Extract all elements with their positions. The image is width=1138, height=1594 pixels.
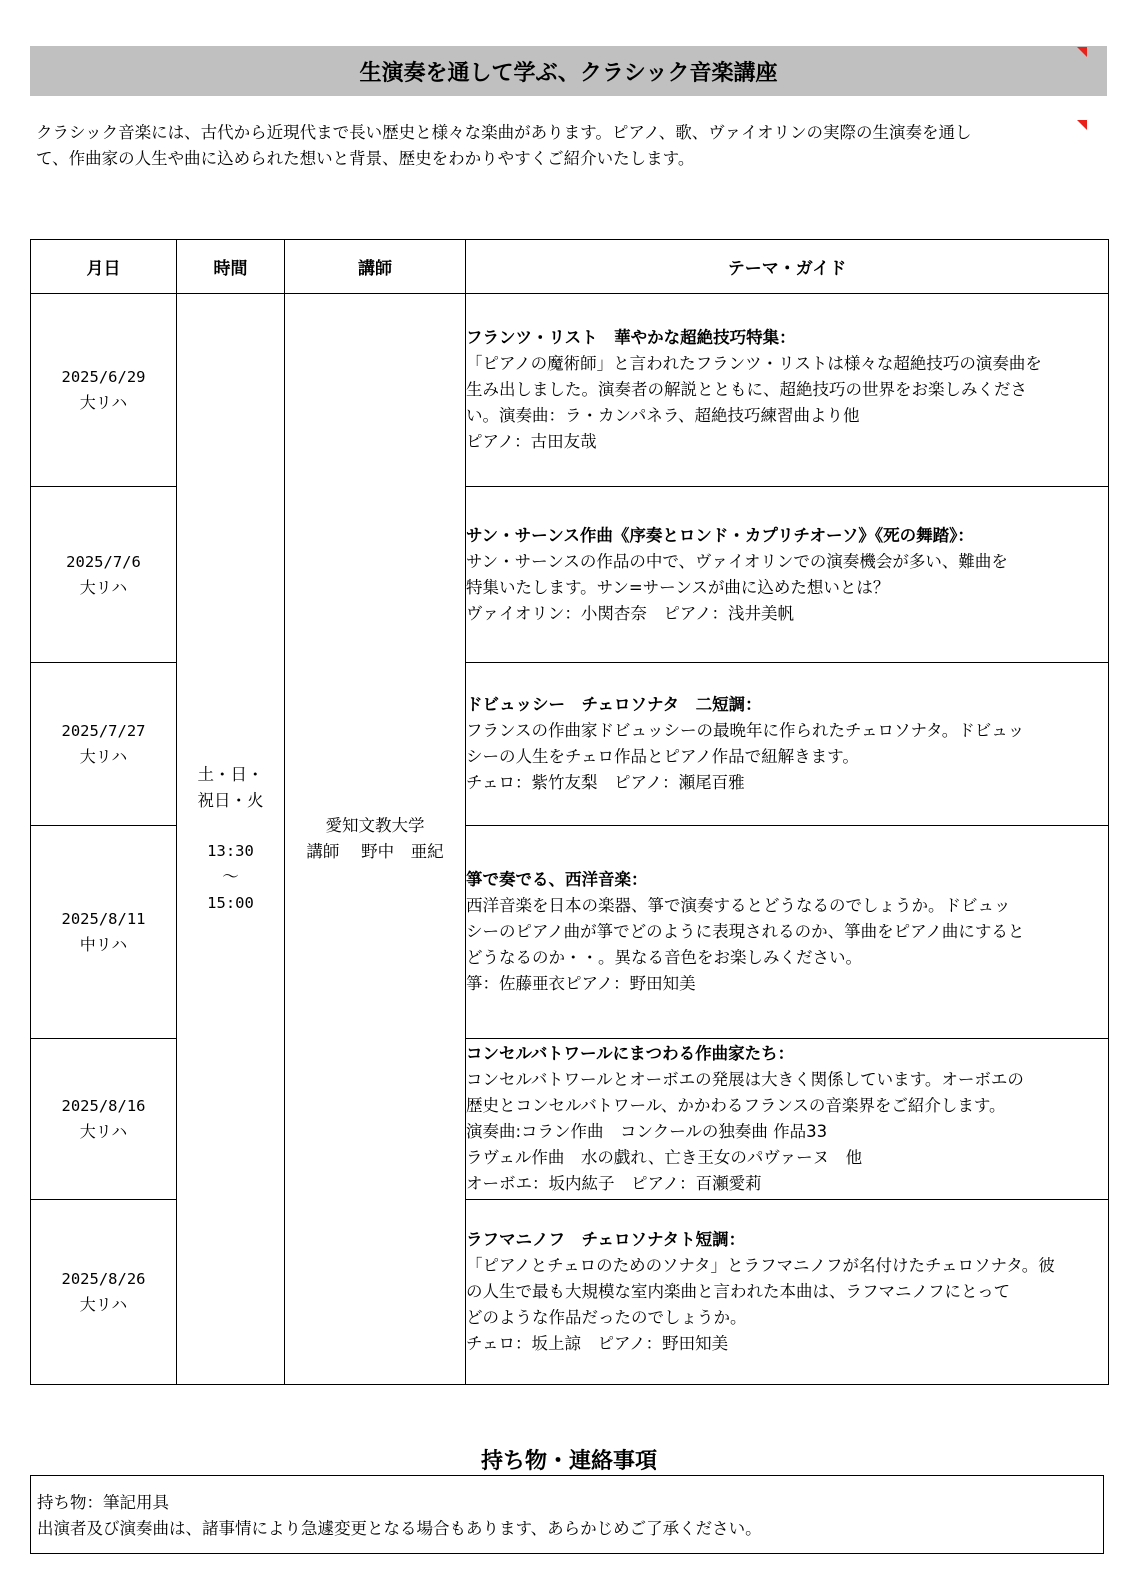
tilde-mark: ～ <box>222 867 239 886</box>
schedule-table <box>30 239 1109 1385</box>
theme-performers: オーボエ：坂内紘子 ピアノ：百瀬愛莉 <box>466 1174 762 1193</box>
room-name: 大リハ <box>79 577 128 597</box>
theme-title: コンセルバトワールにまつわる作曲家たち： <box>466 1044 795 1063</box>
date-cell <box>31 1039 177 1200</box>
theme-cell <box>466 487 1109 663</box>
theme-cell <box>466 1039 1109 1200</box>
page-title <box>30 46 1107 96</box>
theme-line: シーの人生をチェロ作品とピアノ作品で紐解きます。 <box>466 747 859 766</box>
theme-title: フランツ・リスト 華やかな超絶技巧特集： <box>466 328 796 347</box>
theme-cell <box>466 1200 1109 1385</box>
theme-line: い。演奏曲：ラ・カンパネラ、超絶技巧練習曲より他 <box>466 406 860 425</box>
theme-performers: ヴァイオリン：小関杏奈 ピアノ：浅井美帆 <box>466 603 795 623</box>
room-name: 大リハ <box>79 1122 128 1141</box>
days-line: 祝日・火 <box>197 791 264 810</box>
theme-line: ラヴェル作曲 水の戯れ、亡き王女のパヴァーヌ 他 <box>466 1148 863 1167</box>
theme-performers: 箏：佐藤亜衣ピアノ：野田知美 <box>466 974 696 993</box>
notes-line: 出演者及び演奏曲は、諸事情により急遽変更となる場合もあります、あらかじめご了承ください。 <box>37 1519 762 1538</box>
page-title-text: 生演奏を通して学ぶ、クラシック音楽講座 <box>359 60 778 86</box>
theme-line: 「ピアノの魔術師」と言われたフランツ・リストは様々な超絶技巧の演奏曲を <box>466 354 1042 373</box>
date-cell <box>31 487 177 663</box>
start-time: 13:30 <box>207 842 254 860</box>
theme-line: 西洋音楽を日本の楽器、箏で演奏するとどうなるのでしょうか。ドビュッ <box>466 896 1011 915</box>
lecturer-name: 講師 野中 亜紀 <box>306 842 444 861</box>
header-time: 時間 <box>177 240 285 294</box>
room-name: 大リハ <box>79 393 128 412</box>
date-value: 2025/8/26 <box>61 1270 146 1288</box>
theme-line: 生み出しました。演奏者の解説とともに、超絶技巧の世界をお楽しみくださ <box>466 380 1027 399</box>
theme-title: ラフマニノフ チェロソナタト短調： <box>466 1230 746 1249</box>
date-cell <box>31 1200 177 1385</box>
intro-line: クラシック音楽には、古代から近現代まで長い歴史と様々な楽曲があります。ピアノ、歌、ヴァイオリンの実際の生演奏を通し <box>36 123 972 142</box>
theme-line: の人生で最も大規模な室内楽曲と言われた本曲は、ラフマニノフにとって <box>466 1282 1011 1301</box>
theme-cell <box>466 663 1109 826</box>
theme-line: シーのピアノ曲が箏でどのように表現されるのか、箏曲をピアノ曲にすると <box>466 922 1025 941</box>
intro-line: て、作曲家の人生や曲に込められた想いと背景、歴史をわかりやすくご紹介いたします。 <box>36 149 695 168</box>
notes-title: 持ち物・連絡事項 <box>480 1449 657 1474</box>
theme-line: 特集いたします。サン=サーンスが曲に込めた想いとは？ <box>466 577 890 597</box>
header-lecturer: 講師 <box>285 240 466 294</box>
theme-title: サン・サーンス作曲《序奏とロンド・カプリチオーソ》《死の舞踏》： <box>466 525 974 545</box>
theme-line: コンセルバトワールとオーボエの発展は大きく関係しています。オーボエの <box>466 1070 1024 1089</box>
notes-box <box>30 1475 1104 1554</box>
date-cell <box>31 826 177 1039</box>
date-cell <box>31 294 177 487</box>
date-value: 2025/6/29 <box>61 368 146 386</box>
theme-performers: チェロ：紫竹友梨 ピアノ：瀬尾百雅 <box>466 773 745 792</box>
days-line: 土・日・ <box>197 765 264 784</box>
theme-line: どのような作品だったのでしょうか。 <box>466 1308 747 1327</box>
theme-cell <box>466 294 1109 487</box>
room-name: 大リハ <box>79 747 128 766</box>
theme-performers: ピアノ：古田友哉 <box>466 432 597 451</box>
theme-line: どうなるのか・・。異なる音色をお楽しみください。 <box>466 948 862 967</box>
intro-text <box>36 120 1081 172</box>
table-header-row <box>31 240 1109 294</box>
lecturer-org: 愛知文教大学 <box>325 816 425 835</box>
table-row <box>31 294 1109 487</box>
theme-title: ドビュッシー チェロソナタ 二短調： <box>466 695 762 714</box>
comment-marker-icon[interactable] <box>1077 47 1087 57</box>
header-theme: テーマ・ガイド <box>466 240 1109 294</box>
date-value: 2025/8/11 <box>61 910 146 928</box>
header-date: 月日 <box>31 240 177 294</box>
end-time: 15:00 <box>207 894 254 912</box>
theme-line: フランスの作曲家ドビュッシーの最晩年に作られたチェロソナタ。ドビュッ <box>466 721 1025 740</box>
date-cell <box>31 663 177 826</box>
theme-line: サン・サーンスの作品の中で、ヴァイオリンでの演奏機会が多い、難曲を <box>466 551 1008 571</box>
date-value: 2025/7/27 <box>61 722 146 740</box>
theme-line: 「ピアノとチェロのためのソナタ」とラフマニノフが名付けたチェロソナタ。彼 <box>466 1256 1055 1275</box>
time-cell <box>177 294 285 1385</box>
room-name: 中リハ <box>79 935 128 954</box>
theme-line: 歴史とコンセルバトワール、かかわるフランスの音楽界をご紹介します。 <box>466 1096 1006 1115</box>
theme-title: 箏で奏でる、西洋音楽： <box>466 870 648 889</box>
room-name: 大リハ <box>79 1295 128 1314</box>
theme-cell <box>466 826 1109 1039</box>
notes-line: 持ち物：筆記用具 <box>37 1493 169 1512</box>
lecturer-cell <box>285 294 466 1385</box>
theme-performers: チェロ：坂上諒 ピアノ：野田知美 <box>466 1334 729 1353</box>
date-value: 2025/7/6 <box>66 552 141 571</box>
date-value: 2025/8/16 <box>61 1097 146 1115</box>
theme-line: 演奏曲:コラン作曲 コンクールの独奏曲 作品33 <box>466 1122 828 1141</box>
